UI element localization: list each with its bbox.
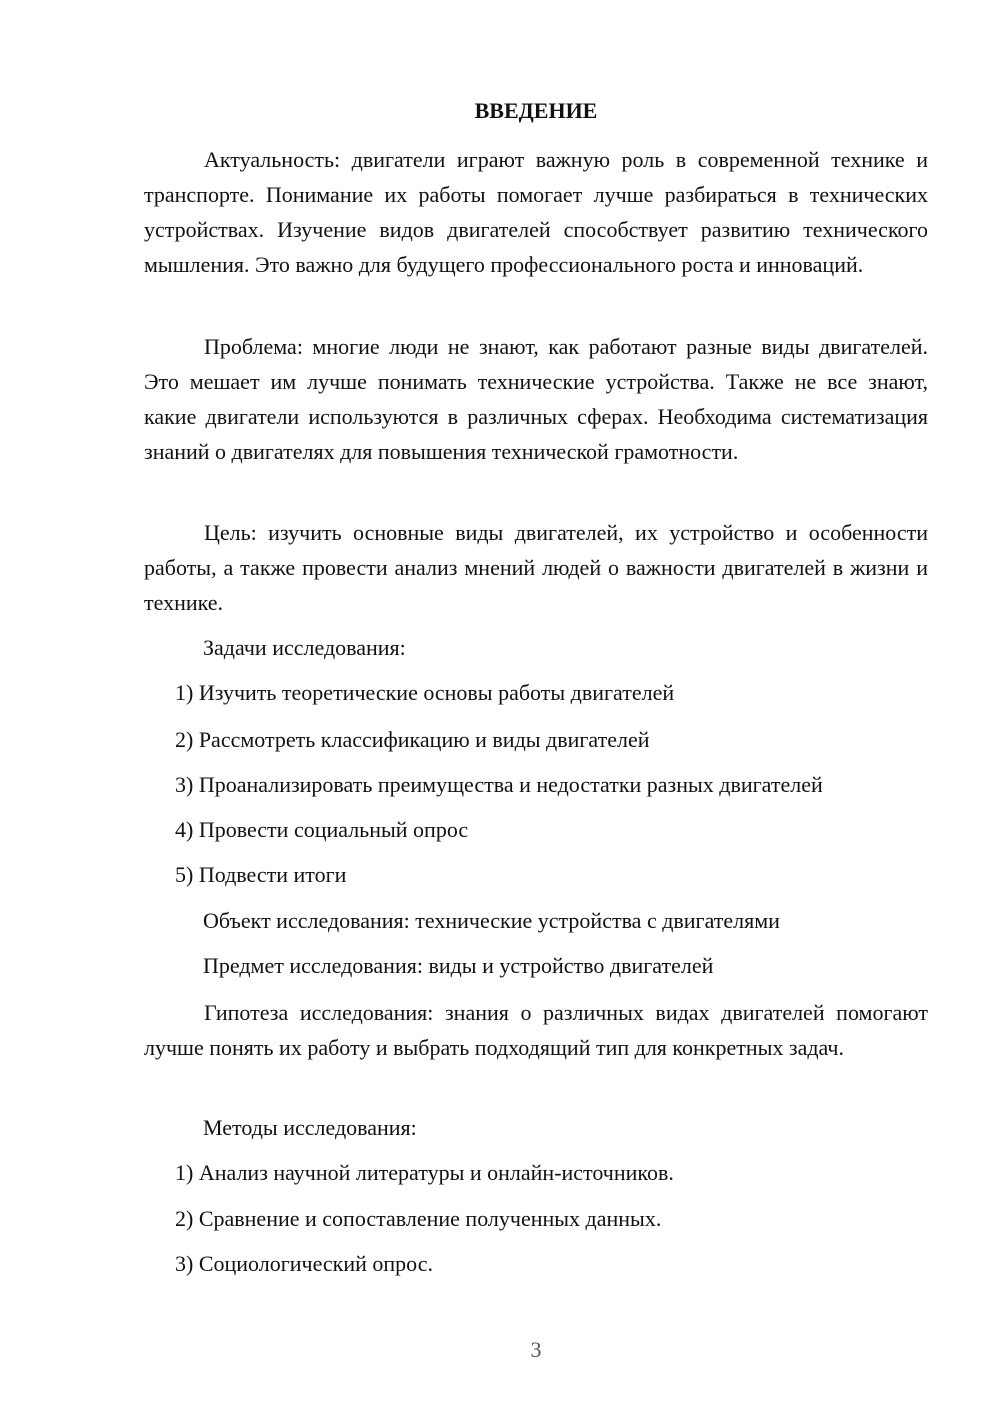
method-item: 1) Анализ научной литературы и онлайн-источников.	[175, 1160, 674, 1185]
methods-heading: Методы исследования:	[203, 1115, 417, 1140]
section-title: ВВЕДЕНИЕ	[474, 98, 598, 123]
task-item: 3) Проанализировать преимущества и недостатки разных двигателей	[175, 772, 823, 797]
task-item: 4) Провести социальный опрос	[175, 817, 469, 842]
tasks-heading: Задачи исследования:	[203, 635, 406, 660]
object-line: Объект исследования: технические устройства с двигателями	[203, 908, 780, 933]
goal-paragraph: Цель: изучить основные виды двигателей, их устройство и особенности работы, а также провести анализ мнений людей о важности двигателей в жизни и технике.	[144, 520, 928, 615]
method-item: 3) Социологический опрос.	[175, 1251, 433, 1276]
page-number: 3	[530, 1337, 542, 1362]
task-item: 5) Подвести итоги	[175, 862, 347, 887]
method-item: 2) Сравнение и сопоставление полученных данных.	[175, 1206, 662, 1231]
relevance-paragraph: Актуальность: двигатели играют важную роль в современной технике и транспорте. Понимание их работы помогает лучше разбираться в технических устройствах. Изучение видов двигателей способствует развитию технического мышления. Это важно для будущего профессионального роста и инноваций.	[144, 147, 928, 277]
hypothesis-paragraph: Гипотеза исследования: знания о различных видах двигателей помогают лучше понять их работу и выбрать подходящий тип для конкретных задач.	[144, 1000, 928, 1060]
problem-paragraph: Проблема: многие люди не знают, как работают разные виды двигателей. Это мешает им лучше понимать технические устройства. Также не все знают, какие двигатели используются в различных сферах. Необходима систематизация знаний о двигателях для повышения технической грамотности.	[144, 334, 928, 464]
task-item: 1) Изучить теоретические основы работы двигателей	[175, 680, 675, 705]
subject-line: Предмет исследования: виды и устройство двигателей	[203, 953, 714, 978]
task-item: 2) Рассмотреть классификацию и виды двигателей	[175, 727, 650, 752]
